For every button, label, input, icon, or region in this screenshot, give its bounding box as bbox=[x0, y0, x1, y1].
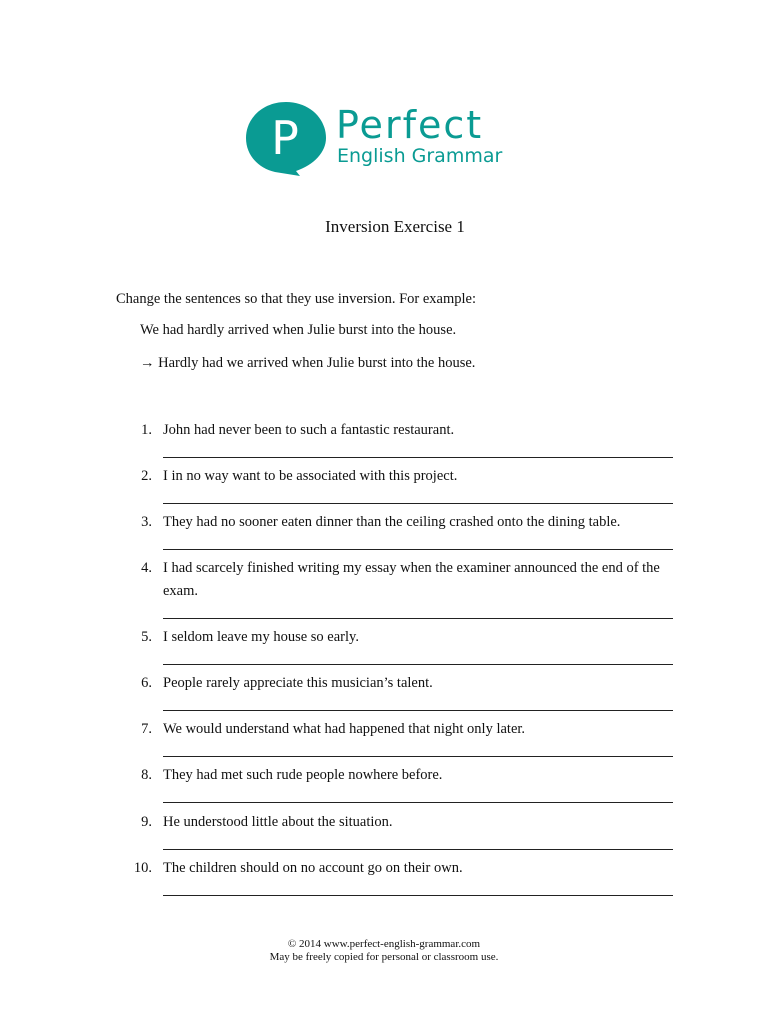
logo-word-english-grammar: English Grammar bbox=[337, 145, 503, 167]
question-text: The children should on no account go on their own. bbox=[163, 860, 463, 876]
question-text: I seldom leave my house so early. bbox=[163, 629, 359, 645]
instructions: Change the sentences so that they use inversion. For example: bbox=[116, 291, 476, 307]
answer-line[interactable] bbox=[163, 710, 673, 711]
answer-line[interactable] bbox=[163, 849, 673, 850]
footer bbox=[0, 938, 768, 964]
footer-license: May be freely copied for personal or classroom use. bbox=[269, 951, 499, 963]
question-text: We would understand what had happened that night only later. bbox=[163, 721, 526, 737]
answer-line[interactable] bbox=[163, 503, 673, 504]
question-text: They had no sooner eaten dinner than the ceiling crashed onto the dining table. bbox=[163, 514, 621, 530]
answer-line[interactable] bbox=[163, 756, 673, 757]
question-number: 6. bbox=[141, 675, 152, 691]
question-number: 1. bbox=[141, 422, 152, 438]
question-number: 4. bbox=[141, 560, 152, 576]
question-text: They had met such rude people nowhere before. bbox=[163, 767, 443, 783]
footer-copyright: © 2014 www.perfect-english-grammar.com bbox=[287, 938, 481, 950]
answer-line[interactable] bbox=[163, 618, 673, 619]
question-text: He understood little about the situation. bbox=[163, 814, 393, 830]
example-sentence: We had hardly arrived when Julie burst into the house. bbox=[140, 322, 457, 338]
question-number: 10. bbox=[133, 860, 152, 876]
logo-letter: P bbox=[271, 111, 299, 165]
question-number: 2. bbox=[141, 468, 152, 484]
question-number: 8. bbox=[141, 767, 152, 783]
question-text: I had scarcely finished writing my essay when the examiner announced the end of the exam. bbox=[163, 560, 660, 599]
answer-line[interactable] bbox=[163, 664, 673, 665]
answer-line[interactable] bbox=[163, 549, 673, 550]
logo bbox=[244, 100, 534, 180]
question-number: 3. bbox=[141, 514, 152, 530]
question-number: 7. bbox=[141, 721, 152, 737]
question-text: I in no way want to be associated with this project. bbox=[163, 468, 458, 484]
question-number: 5. bbox=[141, 629, 152, 645]
question-text: John had never been to such a fantastic restaurant. bbox=[163, 422, 455, 438]
page-title: Inversion Exercise 1 bbox=[325, 217, 465, 236]
example-answer: → Hardly had we arrived when Julie burst into the house. bbox=[140, 355, 476, 371]
answer-line[interactable] bbox=[163, 895, 673, 896]
logo-word-perfect: Perfect bbox=[336, 103, 484, 147]
answer-line[interactable] bbox=[163, 457, 673, 458]
question-text: People rarely appreciate this musician’s talent. bbox=[163, 675, 433, 691]
question-number: 9. bbox=[141, 814, 152, 830]
speech-bubble-logo-icon bbox=[244, 100, 328, 178]
answer-line[interactable] bbox=[163, 802, 673, 803]
